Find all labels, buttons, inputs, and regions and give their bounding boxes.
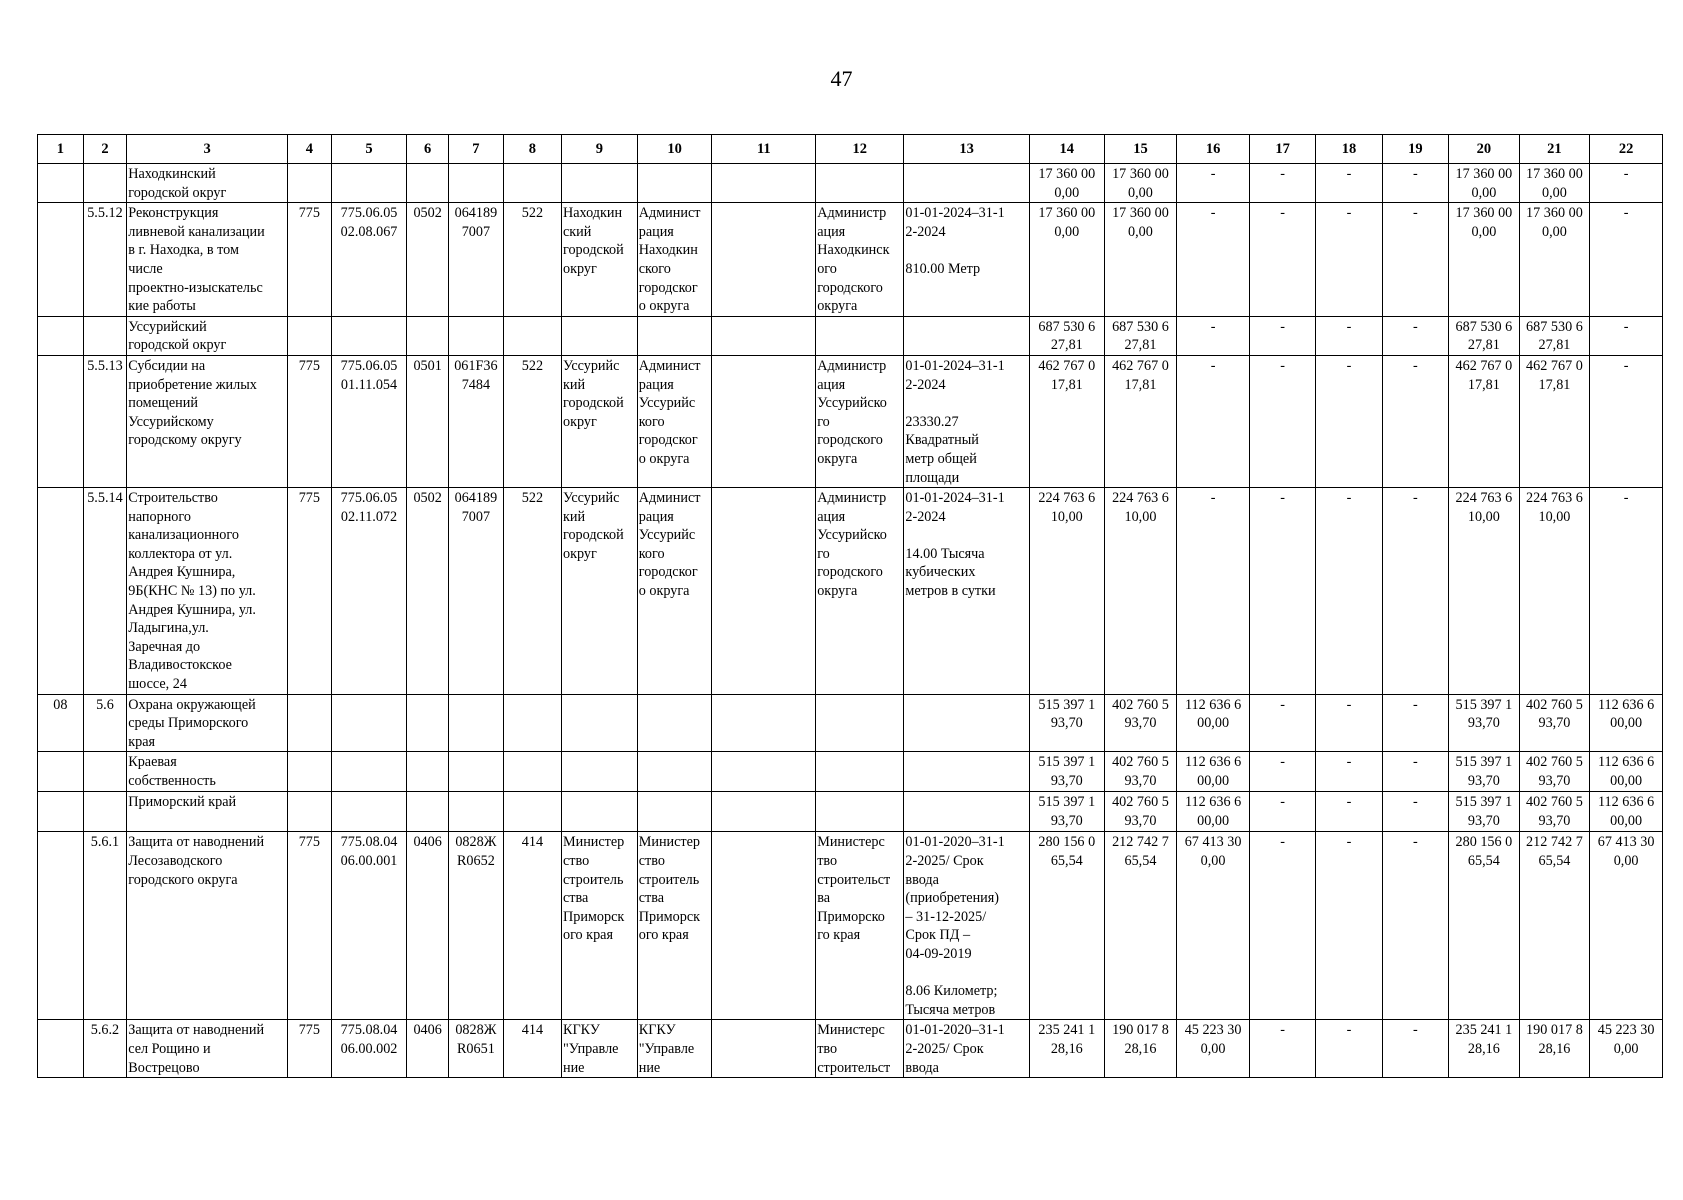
table-cell: - — [1249, 488, 1315, 695]
table-cell: - — [1590, 164, 1663, 203]
table-cell: 280 156 0 65,54 — [1449, 832, 1520, 1020]
table-cell — [38, 355, 84, 487]
table-cell: 0406 — [407, 832, 449, 1020]
table-row — [38, 694, 1663, 752]
table-cell: 112 636 6 00,00 — [1590, 792, 1663, 832]
column-number: 2 — [83, 135, 127, 164]
table-cell: Министер ство строитель ства Приморск ого края — [637, 832, 712, 1020]
table-cell: 45 223 30 0,00 — [1177, 1020, 1250, 1078]
table-cell — [38, 203, 84, 317]
table-cell: - — [1177, 316, 1250, 355]
table-cell: Министерс тво строительст — [816, 1020, 904, 1078]
table-cell — [407, 316, 449, 355]
table-cell: - — [1316, 1020, 1382, 1078]
table-cell — [712, 694, 816, 752]
column-number: 14 — [1029, 135, 1104, 164]
table-cell: 5.5.14 — [83, 488, 127, 695]
table-cell: 402 760 5 93,70 — [1104, 752, 1177, 792]
table-cell: 190 017 8 28,16 — [1519, 1020, 1590, 1078]
table-cell: 687 530 6 27,81 — [1104, 316, 1177, 355]
table-cell: - — [1177, 164, 1250, 203]
table-cell — [83, 752, 127, 792]
table-row — [38, 488, 1663, 695]
table-cell: 775 — [288, 488, 332, 695]
table-cell: 775.06.05 02.08.067 — [331, 203, 407, 317]
table-cell: 775.06.05 02.11.072 — [331, 488, 407, 695]
table-cell: - — [1590, 316, 1663, 355]
table-cell: 67 413 30 0,00 — [1590, 832, 1663, 1020]
table-cell: 402 760 5 93,70 — [1519, 694, 1590, 752]
table-cell — [904, 792, 1030, 832]
table-cell: - — [1382, 792, 1448, 832]
table-cell — [331, 752, 407, 792]
table-cell: - — [1382, 752, 1448, 792]
table-cell: Защита от наводнений Лесозаводского городского округа — [127, 832, 288, 1020]
table-cell: 515 397 1 93,70 — [1029, 792, 1104, 832]
table-cell: 402 760 5 93,70 — [1104, 792, 1177, 832]
table-cell: - — [1249, 203, 1315, 317]
table-cell — [503, 792, 561, 832]
table-cell: 01-01-2024–31-1 2-2024 14.00 Тысяча кубических метров в сутки — [904, 488, 1030, 695]
table-row — [38, 355, 1663, 487]
table-cell: - — [1316, 355, 1382, 487]
column-number: 22 — [1590, 135, 1663, 164]
table-cell: 402 760 5 93,70 — [1519, 792, 1590, 832]
table-cell: 67 413 30 0,00 — [1177, 832, 1250, 1020]
table-cell — [561, 316, 637, 355]
table-cell: - — [1316, 832, 1382, 1020]
table-cell — [712, 164, 816, 203]
table-cell: - — [1316, 792, 1382, 832]
table-cell: 0406 — [407, 1020, 449, 1078]
column-number: 8 — [503, 135, 561, 164]
table-cell: 775 — [288, 1020, 332, 1078]
table-cell: 0502 — [407, 203, 449, 317]
table-cell: - — [1590, 488, 1663, 695]
table-cell: 224 763 6 10,00 — [1519, 488, 1590, 695]
table-cell: 402 760 5 93,70 — [1104, 694, 1177, 752]
column-number: 20 — [1449, 135, 1520, 164]
page-number: 47 — [830, 66, 853, 91]
table-cell: - — [1382, 316, 1448, 355]
table-cell: - — [1316, 164, 1382, 203]
table-cell — [712, 203, 816, 317]
table-cell — [503, 164, 561, 203]
table-cell: КГКУ "Управле ние — [561, 1020, 637, 1078]
table-cell — [637, 316, 712, 355]
table-cell: - — [1382, 488, 1448, 695]
column-number: 6 — [407, 135, 449, 164]
table-cell: Админист рация Находкин ского городског о округа — [637, 203, 712, 317]
table-cell: 515 397 1 93,70 — [1029, 752, 1104, 792]
table-cell: 064189 7007 — [448, 488, 503, 695]
table-cell: 112 636 6 00,00 — [1177, 752, 1250, 792]
table-cell: Охрана окружающей среды Приморского края — [127, 694, 288, 752]
table-cell — [904, 164, 1030, 203]
table-cell: 5.5.13 — [83, 355, 127, 487]
table-cell — [816, 316, 904, 355]
table-cell: 515 397 1 93,70 — [1449, 752, 1520, 792]
table-cell: 224 763 6 10,00 — [1029, 488, 1104, 695]
table-cell: Админист рация Уссурийс кого городског о округа — [637, 355, 712, 487]
column-number: 15 — [1104, 135, 1177, 164]
table-cell: 522 — [503, 488, 561, 695]
table-cell — [712, 832, 816, 1020]
table-cell: 235 241 1 28,16 — [1029, 1020, 1104, 1078]
column-number: 4 — [288, 135, 332, 164]
table-cell: 17 360 00 0,00 — [1449, 164, 1520, 203]
table-cell — [448, 792, 503, 832]
table-cell: 112 636 6 00,00 — [1590, 694, 1663, 752]
table-cell: 462 767 0 17,81 — [1449, 355, 1520, 487]
column-number: 1 — [38, 135, 84, 164]
table-row — [38, 832, 1663, 1020]
table-cell — [38, 488, 84, 695]
table-cell: Строительство напорного канализационного коллектора от ул. Андрея Кушнира, 9Б(КНС № 13) по ул. Андрея Кушнира, ул. Ладыгина,ул. Заречная до Владивостокское шоссе, 24 — [127, 488, 288, 695]
table-cell: 01-01-2024–31-1 2-2024 23330.27 Квадратный метр общей площади — [904, 355, 1030, 487]
column-number: 9 — [561, 135, 637, 164]
table-cell: 08 — [38, 694, 84, 752]
column-number: 21 — [1519, 135, 1590, 164]
table-cell — [503, 316, 561, 355]
table-cell: Краевая собственность — [127, 752, 288, 792]
column-number: 5 — [331, 135, 407, 164]
table-cell: 224 763 6 10,00 — [1449, 488, 1520, 695]
table-cell: - — [1382, 1020, 1448, 1078]
table-cell — [712, 316, 816, 355]
table-cell — [83, 164, 127, 203]
table-cell — [288, 164, 332, 203]
table-cell: 17 360 00 0,00 — [1519, 203, 1590, 317]
table-cell: 522 — [503, 355, 561, 487]
table-cell — [407, 164, 449, 203]
table-cell — [904, 752, 1030, 792]
column-number: 12 — [816, 135, 904, 164]
table-cell: 5.6 — [83, 694, 127, 752]
table-cell: 775.06.05 01.11.054 — [331, 355, 407, 487]
table-cell: - — [1316, 488, 1382, 695]
table-cell — [503, 694, 561, 752]
table-cell: 17 360 00 0,00 — [1104, 164, 1177, 203]
table-cell: 775 — [288, 355, 332, 487]
table-cell — [407, 792, 449, 832]
table-cell: Субсидии на приобретение жилых помещений Уссурийскому городскому округу — [127, 355, 288, 487]
column-number: 18 — [1316, 135, 1382, 164]
table-cell: - — [1382, 694, 1448, 752]
column-number: 7 — [448, 135, 503, 164]
table-cell: 112 636 6 00,00 — [1590, 752, 1663, 792]
table-cell — [637, 752, 712, 792]
table-cell: 515 397 1 93,70 — [1449, 792, 1520, 832]
table-cell — [712, 752, 816, 792]
table-cell: 17 360 00 0,00 — [1029, 203, 1104, 317]
column-number: 17 — [1249, 135, 1315, 164]
table-cell: - — [1249, 164, 1315, 203]
table-cell: 45 223 30 0,00 — [1590, 1020, 1663, 1078]
table-row — [38, 792, 1663, 832]
column-number-row — [38, 135, 1663, 164]
table-cell — [331, 694, 407, 752]
table-cell: Уссурийс кий городской округ — [561, 355, 637, 487]
table-cell: 687 530 6 27,81 — [1029, 316, 1104, 355]
table-cell: - — [1177, 488, 1250, 695]
table-cell: Реконструкция ливневой канализации в г. Находка, в том числе проектно-изыскательс кие работы — [127, 203, 288, 317]
table-cell: Администр ация Уссурийско го городского округа — [816, 355, 904, 487]
table-cell: - — [1249, 1020, 1315, 1078]
table-cell — [331, 792, 407, 832]
table-cell — [503, 752, 561, 792]
table-cell — [83, 316, 127, 355]
table-cell — [38, 1020, 84, 1078]
table-cell — [288, 316, 332, 355]
table-cell: 0828Ж R0652 — [448, 832, 503, 1020]
table-cell: Защита от наводнений сел Рощино и Вострецово — [127, 1020, 288, 1078]
table-cell: 0828Ж R0651 — [448, 1020, 503, 1078]
table-cell: 462 767 0 17,81 — [1519, 355, 1590, 487]
table-cell — [637, 164, 712, 203]
table-cell — [904, 694, 1030, 752]
table-cell — [816, 694, 904, 752]
table-cell: - — [1382, 832, 1448, 1020]
table-cell: 5.6.1 — [83, 832, 127, 1020]
table-cell: Уссурийский городской округ — [127, 316, 288, 355]
table-cell — [816, 792, 904, 832]
table-cell — [448, 164, 503, 203]
table-cell: 5.6.2 — [83, 1020, 127, 1078]
table-cell: 775.08.04 06.00.001 — [331, 832, 407, 1020]
table-cell: 5.5.12 — [83, 203, 127, 317]
table-cell: 01-01-2020–31-1 2-2025/ Срок ввода — [904, 1020, 1030, 1078]
table-cell: 17 360 00 0,00 — [1029, 164, 1104, 203]
table-cell: - — [1249, 792, 1315, 832]
table-cell: 17 360 00 0,00 — [1104, 203, 1177, 317]
table-cell: 212 742 7 65,54 — [1104, 832, 1177, 1020]
table-cell: 402 760 5 93,70 — [1519, 752, 1590, 792]
table-cell: - — [1249, 355, 1315, 487]
table-cell — [816, 164, 904, 203]
table-cell: 414 — [503, 832, 561, 1020]
table-cell — [331, 316, 407, 355]
table-cell: 01-01-2020–31-1 2-2025/ Срок ввода (приобретения) – 31-12-2025/ Срок ПД – 04-09-2019 8.06 Километр; Тысяча метров — [904, 832, 1030, 1020]
table-cell: - — [1316, 316, 1382, 355]
table-cell: Администр ация Находкинск ого городского округа — [816, 203, 904, 317]
table-cell: - — [1249, 316, 1315, 355]
table-cell: 687 530 6 27,81 — [1519, 316, 1590, 355]
table-cell: 775.08.04 06.00.002 — [331, 1020, 407, 1078]
table-cell: - — [1382, 203, 1448, 317]
table-cell — [38, 792, 84, 832]
table-cell: Находкинский городской округ — [127, 164, 288, 203]
column-number: 3 — [127, 135, 288, 164]
table-cell — [407, 752, 449, 792]
table-cell — [561, 164, 637, 203]
table-cell: 17 360 00 0,00 — [1519, 164, 1590, 203]
table-cell — [712, 1020, 816, 1078]
table-cell — [637, 792, 712, 832]
table-cell — [904, 316, 1030, 355]
table-cell: Министер ство строитель ства Приморск ого края — [561, 832, 637, 1020]
table-cell: 224 763 6 10,00 — [1104, 488, 1177, 695]
table-cell — [288, 752, 332, 792]
table-cell: 687 530 6 27,81 — [1449, 316, 1520, 355]
table-cell — [448, 752, 503, 792]
table-cell: 0502 — [407, 488, 449, 695]
table-row — [38, 316, 1663, 355]
table-cell — [561, 792, 637, 832]
table-cell — [83, 792, 127, 832]
table-cell: - — [1249, 832, 1315, 1020]
table-row — [38, 752, 1663, 792]
table-cell: 0501 — [407, 355, 449, 487]
table-cell: - — [1177, 355, 1250, 487]
column-number: 16 — [1177, 135, 1250, 164]
table-cell: - — [1177, 203, 1250, 317]
table-cell: 515 397 1 93,70 — [1449, 694, 1520, 752]
table-cell — [407, 694, 449, 752]
column-number: 19 — [1382, 135, 1448, 164]
table-cell: 462 767 0 17,81 — [1104, 355, 1177, 487]
table-cell: - — [1590, 355, 1663, 487]
table-cell: Уссурийс кий городской округ — [561, 488, 637, 695]
table-cell — [38, 832, 84, 1020]
table-cell: 522 — [503, 203, 561, 317]
table-cell — [288, 792, 332, 832]
table-cell: Министерс тво строительст ва Приморско го края — [816, 832, 904, 1020]
table-cell: - — [1590, 203, 1663, 317]
table-cell — [331, 164, 407, 203]
table-cell: 212 742 7 65,54 — [1519, 832, 1590, 1020]
table-cell: - — [1316, 752, 1382, 792]
column-number: 11 — [712, 135, 816, 164]
budget-table — [37, 134, 1663, 1078]
table-cell: 112 636 6 00,00 — [1177, 792, 1250, 832]
table-cell: 17 360 00 0,00 — [1449, 203, 1520, 317]
table-cell: 061F36 7484 — [448, 355, 503, 487]
table-cell: 190 017 8 28,16 — [1104, 1020, 1177, 1078]
table-cell — [712, 488, 816, 695]
table-cell — [448, 316, 503, 355]
table-cell: 775 — [288, 203, 332, 317]
table-cell: Админист рация Уссурийс кого городског о округа — [637, 488, 712, 695]
table-cell: 01-01-2024–31-1 2-2024 810.00 Метр — [904, 203, 1030, 317]
table-cell: 235 241 1 28,16 — [1449, 1020, 1520, 1078]
table-cell: Приморский край — [127, 792, 288, 832]
table-cell: - — [1249, 694, 1315, 752]
table-cell: - — [1316, 694, 1382, 752]
table-cell — [288, 694, 332, 752]
table-cell — [712, 355, 816, 487]
table-cell — [712, 792, 816, 832]
table-cell — [38, 752, 84, 792]
table-cell: - — [1249, 752, 1315, 792]
table-cell: 414 — [503, 1020, 561, 1078]
table-cell: Находкин ский городской округ — [561, 203, 637, 317]
table-row — [38, 164, 1663, 203]
column-number: 10 — [637, 135, 712, 164]
table-cell: КГКУ "Управле ние — [637, 1020, 712, 1078]
table-cell — [38, 316, 84, 355]
table-row — [38, 1020, 1663, 1078]
table-cell: 280 156 0 65,54 — [1029, 832, 1104, 1020]
table-cell: - — [1382, 164, 1448, 203]
table-cell: - — [1316, 203, 1382, 317]
table-cell — [816, 752, 904, 792]
table-cell — [637, 694, 712, 752]
table-cell — [38, 164, 84, 203]
table-cell: - — [1382, 355, 1448, 487]
table-cell: Администр ация Уссурийско го городского округа — [816, 488, 904, 695]
column-number: 13 — [904, 135, 1030, 164]
table-cell — [561, 752, 637, 792]
table-cell — [561, 694, 637, 752]
table-cell — [448, 694, 503, 752]
table-cell: 112 636 6 00,00 — [1177, 694, 1250, 752]
table-cell: 775 — [288, 832, 332, 1020]
table-cell: 064189 7007 — [448, 203, 503, 317]
table-cell: 515 397 1 93,70 — [1029, 694, 1104, 752]
table-row — [38, 203, 1663, 317]
table-cell: 462 767 0 17,81 — [1029, 355, 1104, 487]
